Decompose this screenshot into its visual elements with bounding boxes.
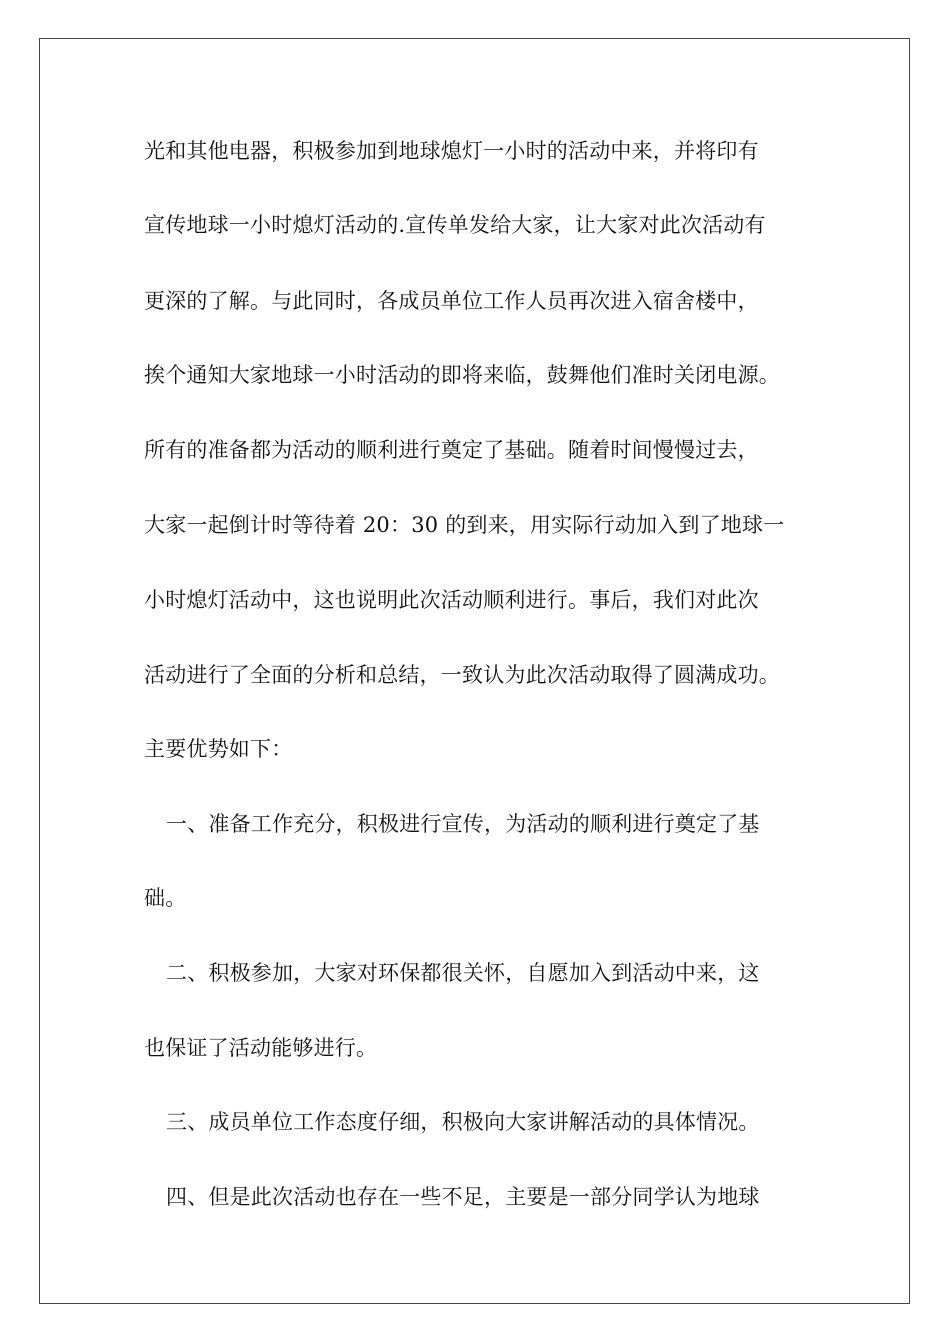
body-line: 所有的准备都为活动的顺利进行奠定了基础。随着时间慢慢过去，: [144, 438, 759, 462]
list-item-3: 三、成员单位工作态度仔细，积极向大家讲解活动的具体情况。: [166, 1110, 760, 1134]
list-item-1: 一、准备工作充分，积极进行宣传，为活动的顺利进行奠定了基: [166, 812, 760, 836]
body-line: 也保证了活动能够进行。: [144, 1036, 378, 1060]
body-line: 更深的了解。与此同时，各成员单位工作人员再次进入宿舍楼中，: [144, 289, 759, 313]
body-line: 挨个通知大家地球一小时活动的即将来临，鼓舞他们准时关闭电源。: [144, 363, 780, 387]
body-line: 础。: [144, 886, 187, 910]
body-line: 小时熄灯活动中，这也说明此次活动顺利进行。事后，我们对此次: [144, 588, 759, 612]
body-line: 大家一起倒计时等待着 20：30 的到来，用实际行动加入到了地球一: [144, 513, 785, 537]
body-line: 主要优势如下：: [144, 737, 293, 761]
body-line: 宣传地球一小时熄灯活动的.宣传单发给大家，让大家对此次活动有: [144, 213, 766, 237]
list-item-2: 二、积极参加，大家对环保都很关怀，自愿加入到活动中来，这: [166, 961, 760, 985]
body-line: 光和其他电器，积极参加到地球熄灯一小时的活动中来，并将印有: [144, 139, 759, 163]
list-item-4: 四、但是此次活动也存在一些不足，主要是一部分同学认为地球: [166, 1185, 760, 1209]
body-line: 活动进行了全面的分析和总结，一致认为此次活动取得了圆满成功。: [144, 663, 780, 687]
